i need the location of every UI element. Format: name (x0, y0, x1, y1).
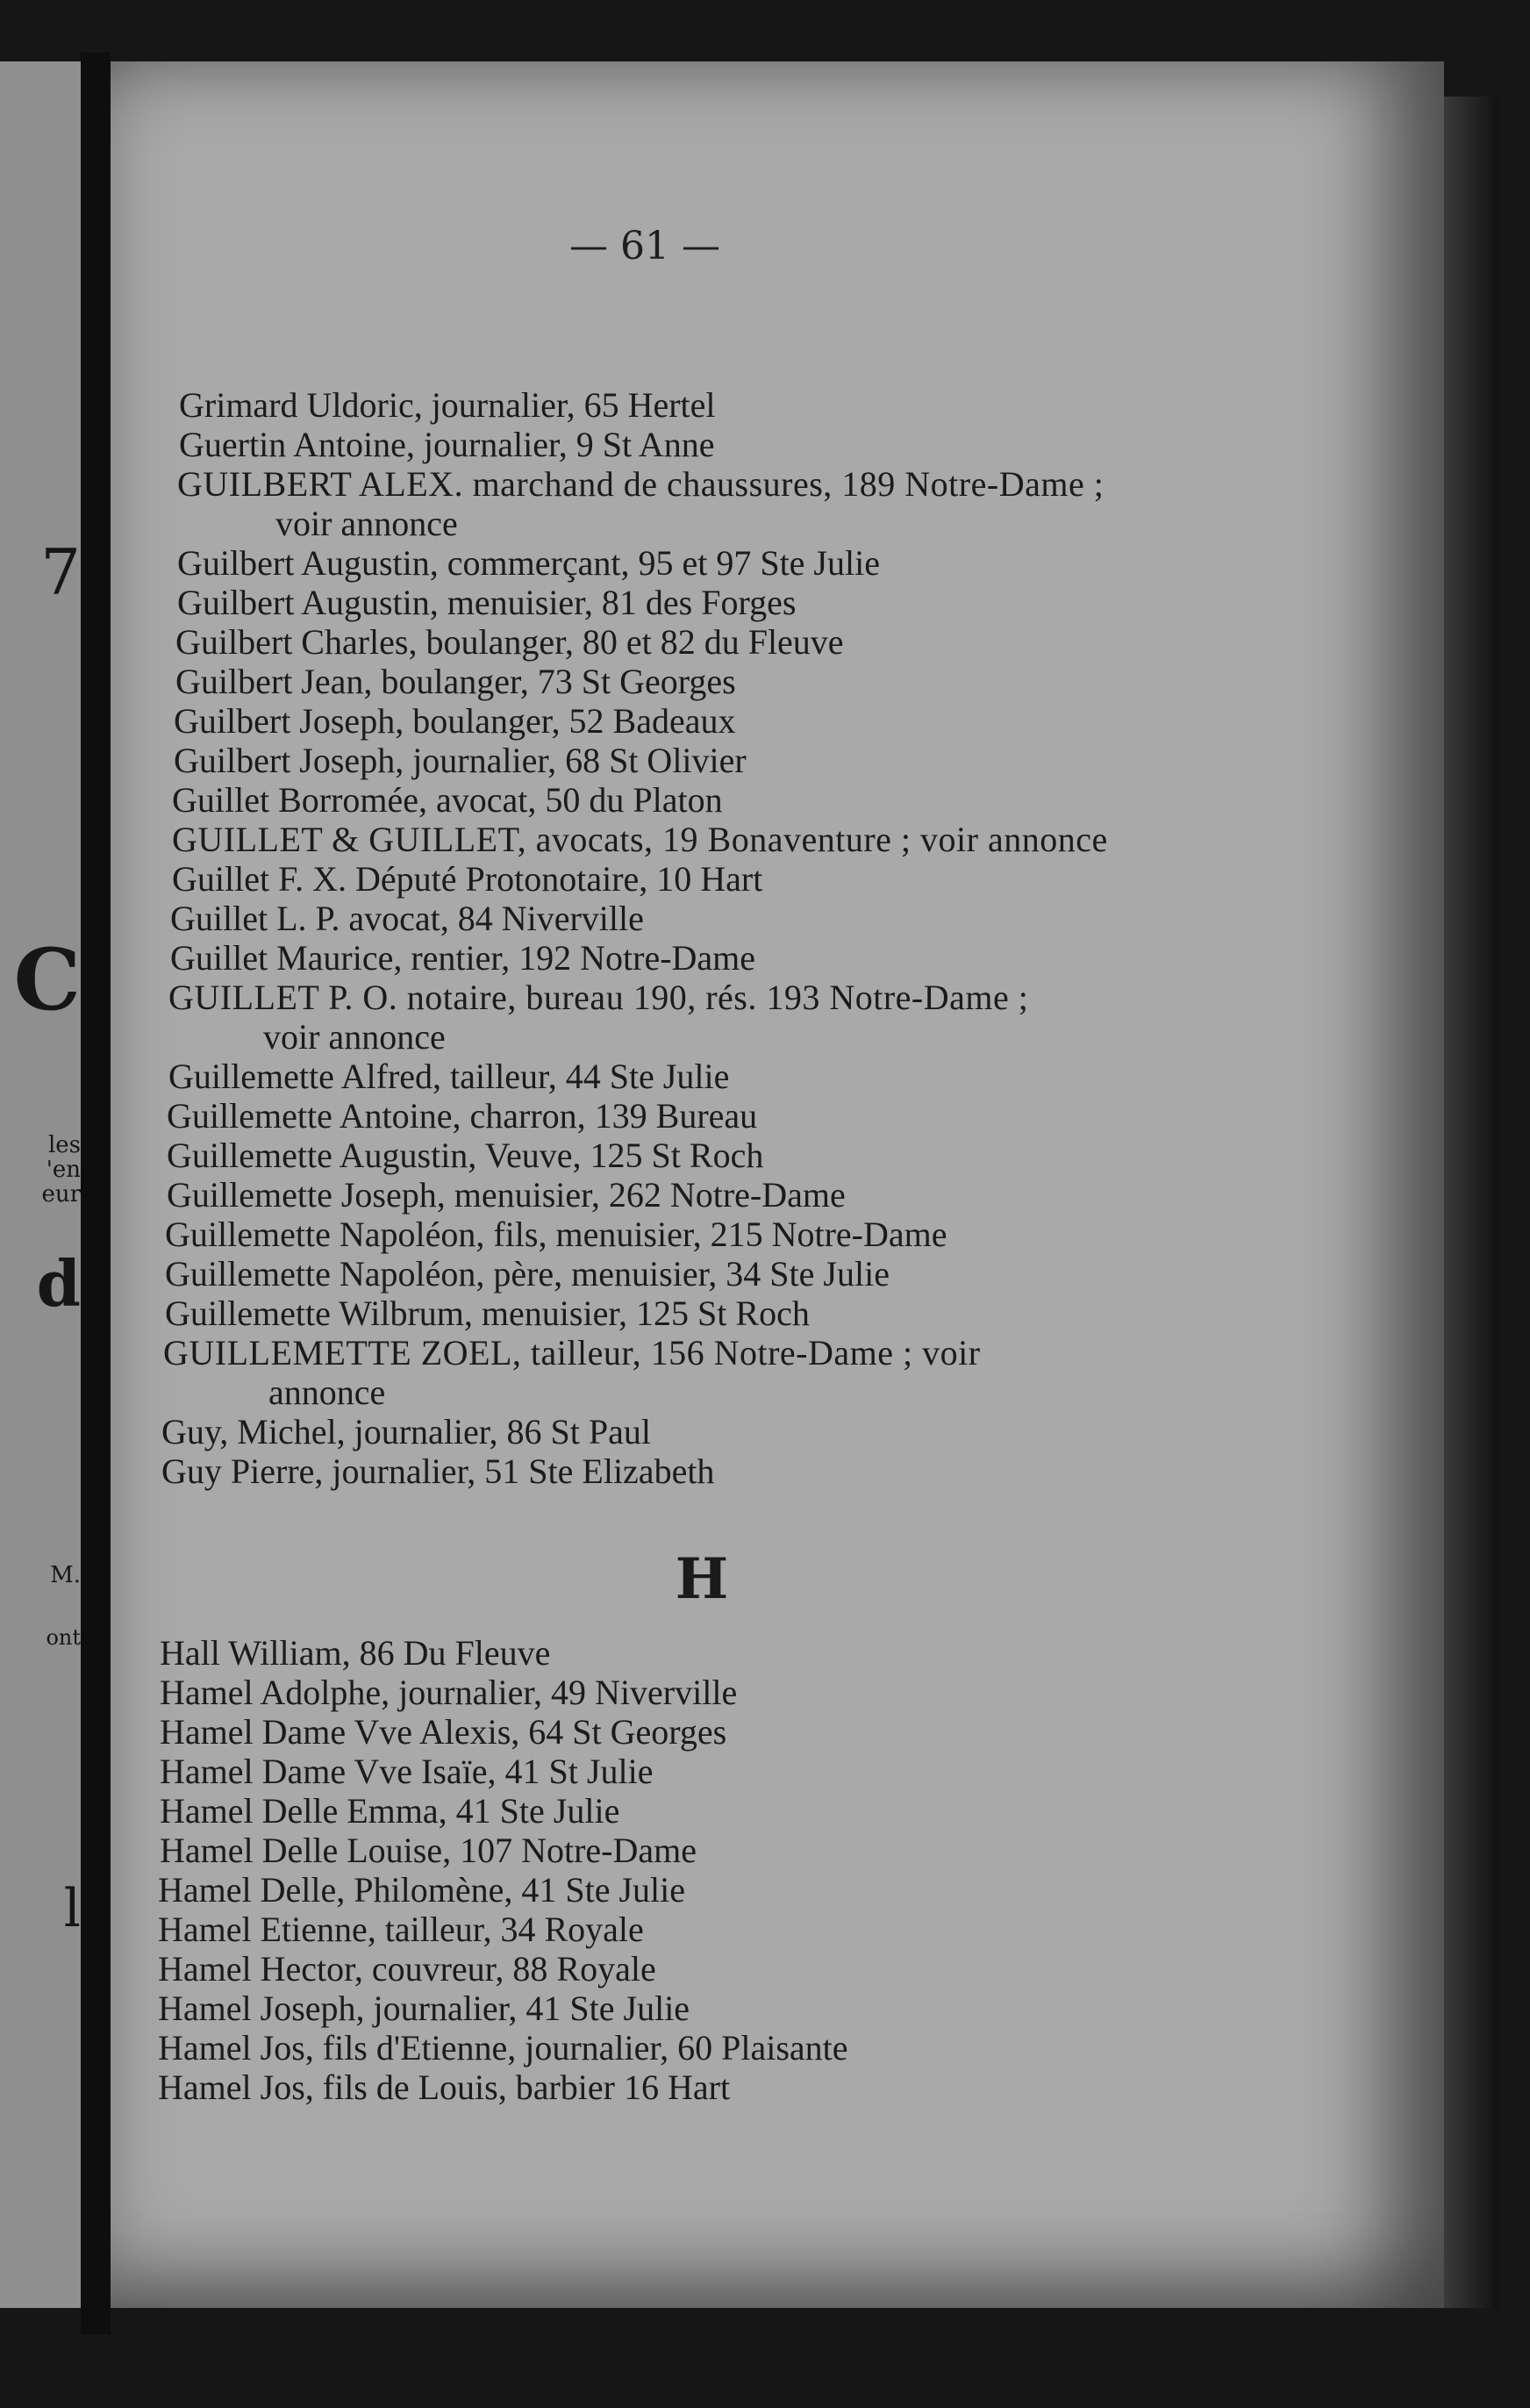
directory-entry: Guilbert Charles, boulanger, 80 et 82 du Fleuve (175, 622, 844, 662)
left-page-edge (0, 61, 81, 2308)
directory-entry: Hamel Etienne, tailleur, 34 Royale (158, 1910, 644, 1949)
directory-entry: Guilbert Joseph, boulanger, 52 Badeaux (174, 701, 736, 741)
directory-entry: Guilbert Joseph, journalier, 68 St Olivier (174, 741, 747, 780)
directory-entry: Guillet Borromée, avocat, 50 du Platon (172, 780, 723, 820)
directory-entry: Guilbert Augustin, commerçant, 95 et 97 Ste Julie (177, 543, 880, 583)
page-number: — 61 — (569, 224, 720, 269)
directory-entry: Hamel Delle, Philomène, 41 Ste Julie (158, 1870, 685, 1910)
section-letter-heading: H (675, 1546, 729, 1612)
entry-continuation: annonce (268, 1372, 386, 1412)
left-fragment: M. (50, 1562, 81, 1588)
directory-entry: Guillemette Napoléon, père, menuisier, 34 Ste Julie (165, 1254, 890, 1294)
directory-entry: GUILLET & GUILLET, avocats, 19 Bonaventure ; voir annonce (172, 820, 1108, 859)
page-stack-edge (1444, 97, 1498, 2308)
directory-entry: Grimard Uldoric, journalier, 65 Hertel (179, 385, 716, 425)
directory-entry: Guillet F. X. Député Protonotaire, 10 Hart (172, 859, 763, 899)
directory-entry: Guy Pierre, journalier, 51 Ste Elizabeth (161, 1451, 715, 1491)
directory-entry: Hamel Delle Louise, 107 Notre-Dame (160, 1831, 697, 1870)
directory-entry: Guillet Maurice, rentier, 192 Notre-Dame (170, 938, 756, 978)
left-fragment: 'en (46, 1157, 81, 1183)
directory-entry: Guillemette Antoine, charron, 139 Bureau (167, 1096, 758, 1136)
left-fragment: ont (46, 1625, 81, 1650)
directory-entry: Hamel Jos, fils d'Etienne, journalier, 60 Plaisante (158, 2028, 848, 2068)
directory-entry: Hamel Dame Vve Alexis, 64 St Georges (160, 1712, 727, 1752)
directory-entry: Hamel Joseph, journalier, 41 Ste Julie (158, 1989, 690, 2028)
directory-entry: Hamel Jos, fils de Louis, barbier 16 Hart (158, 2068, 731, 2107)
left-fragment: les (47, 1132, 81, 1158)
directory-entry: Hamel Hector, couvreur, 88 Royale (158, 1949, 656, 1989)
left-fragment: eur (41, 1181, 81, 1208)
left-fragment: C (13, 930, 81, 1029)
left-fragment: d (36, 1246, 81, 1321)
directory-entry: GUILBERT ALEX. marchand de chaussures, 189 Notre-Dame ; (177, 464, 1105, 504)
directory-entry: Guertin Antoine, journalier, 9 St Anne (179, 425, 715, 464)
directory-entry: Guilbert Augustin, menuisier, 81 des Forges (177, 583, 797, 622)
book-gutter (81, 53, 111, 2334)
directory-entry: Guillemette Alfred, tailleur, 44 Ste Julie (168, 1057, 730, 1096)
left-fragment: 7 (40, 535, 81, 609)
directory-entry: Guillemette Wilbrum, menuisier, 125 St Roch (165, 1294, 810, 1333)
directory-entry: GUILLET P. O. notaire, bureau 190, rés. 193 Notre-Dame ; (168, 978, 1029, 1017)
entry-continuation: voir annonce (275, 504, 458, 543)
directory-entry: Hall William, 86 Du Fleuve (160, 1633, 551, 1673)
directory-entry: Guillemette Joseph, menuisier, 262 Notre-Dame (167, 1175, 846, 1215)
entry-continuation: voir annonce (263, 1017, 446, 1057)
directory-entry: Hamel Delle Emma, 41 Ste Julie (160, 1791, 620, 1831)
directory-entry: Guillemette Augustin, Veuve, 125 St Roch (167, 1136, 764, 1175)
left-fragment: l (63, 1878, 81, 1939)
directory-entry: Guy, Michel, journalier, 86 St Paul (161, 1412, 651, 1451)
directory-entry: Hamel Dame Vve Isaïe, 41 St Julie (160, 1752, 654, 1791)
directory-entry: Guillemette Napoléon, fils, menuisier, 215 Notre-Dame (165, 1215, 947, 1254)
directory-entry: Hamel Adolphe, journalier, 49 Niverville (160, 1673, 738, 1712)
directory-entry: Guillet L. P. avocat, 84 Niverville (170, 899, 644, 938)
directory-entry: GUILLEMETTE ZOEL, tailleur, 156 Notre-Dame ; voir (163, 1333, 981, 1372)
directory-entry: Guilbert Jean, boulanger, 73 St Georges (175, 662, 736, 701)
